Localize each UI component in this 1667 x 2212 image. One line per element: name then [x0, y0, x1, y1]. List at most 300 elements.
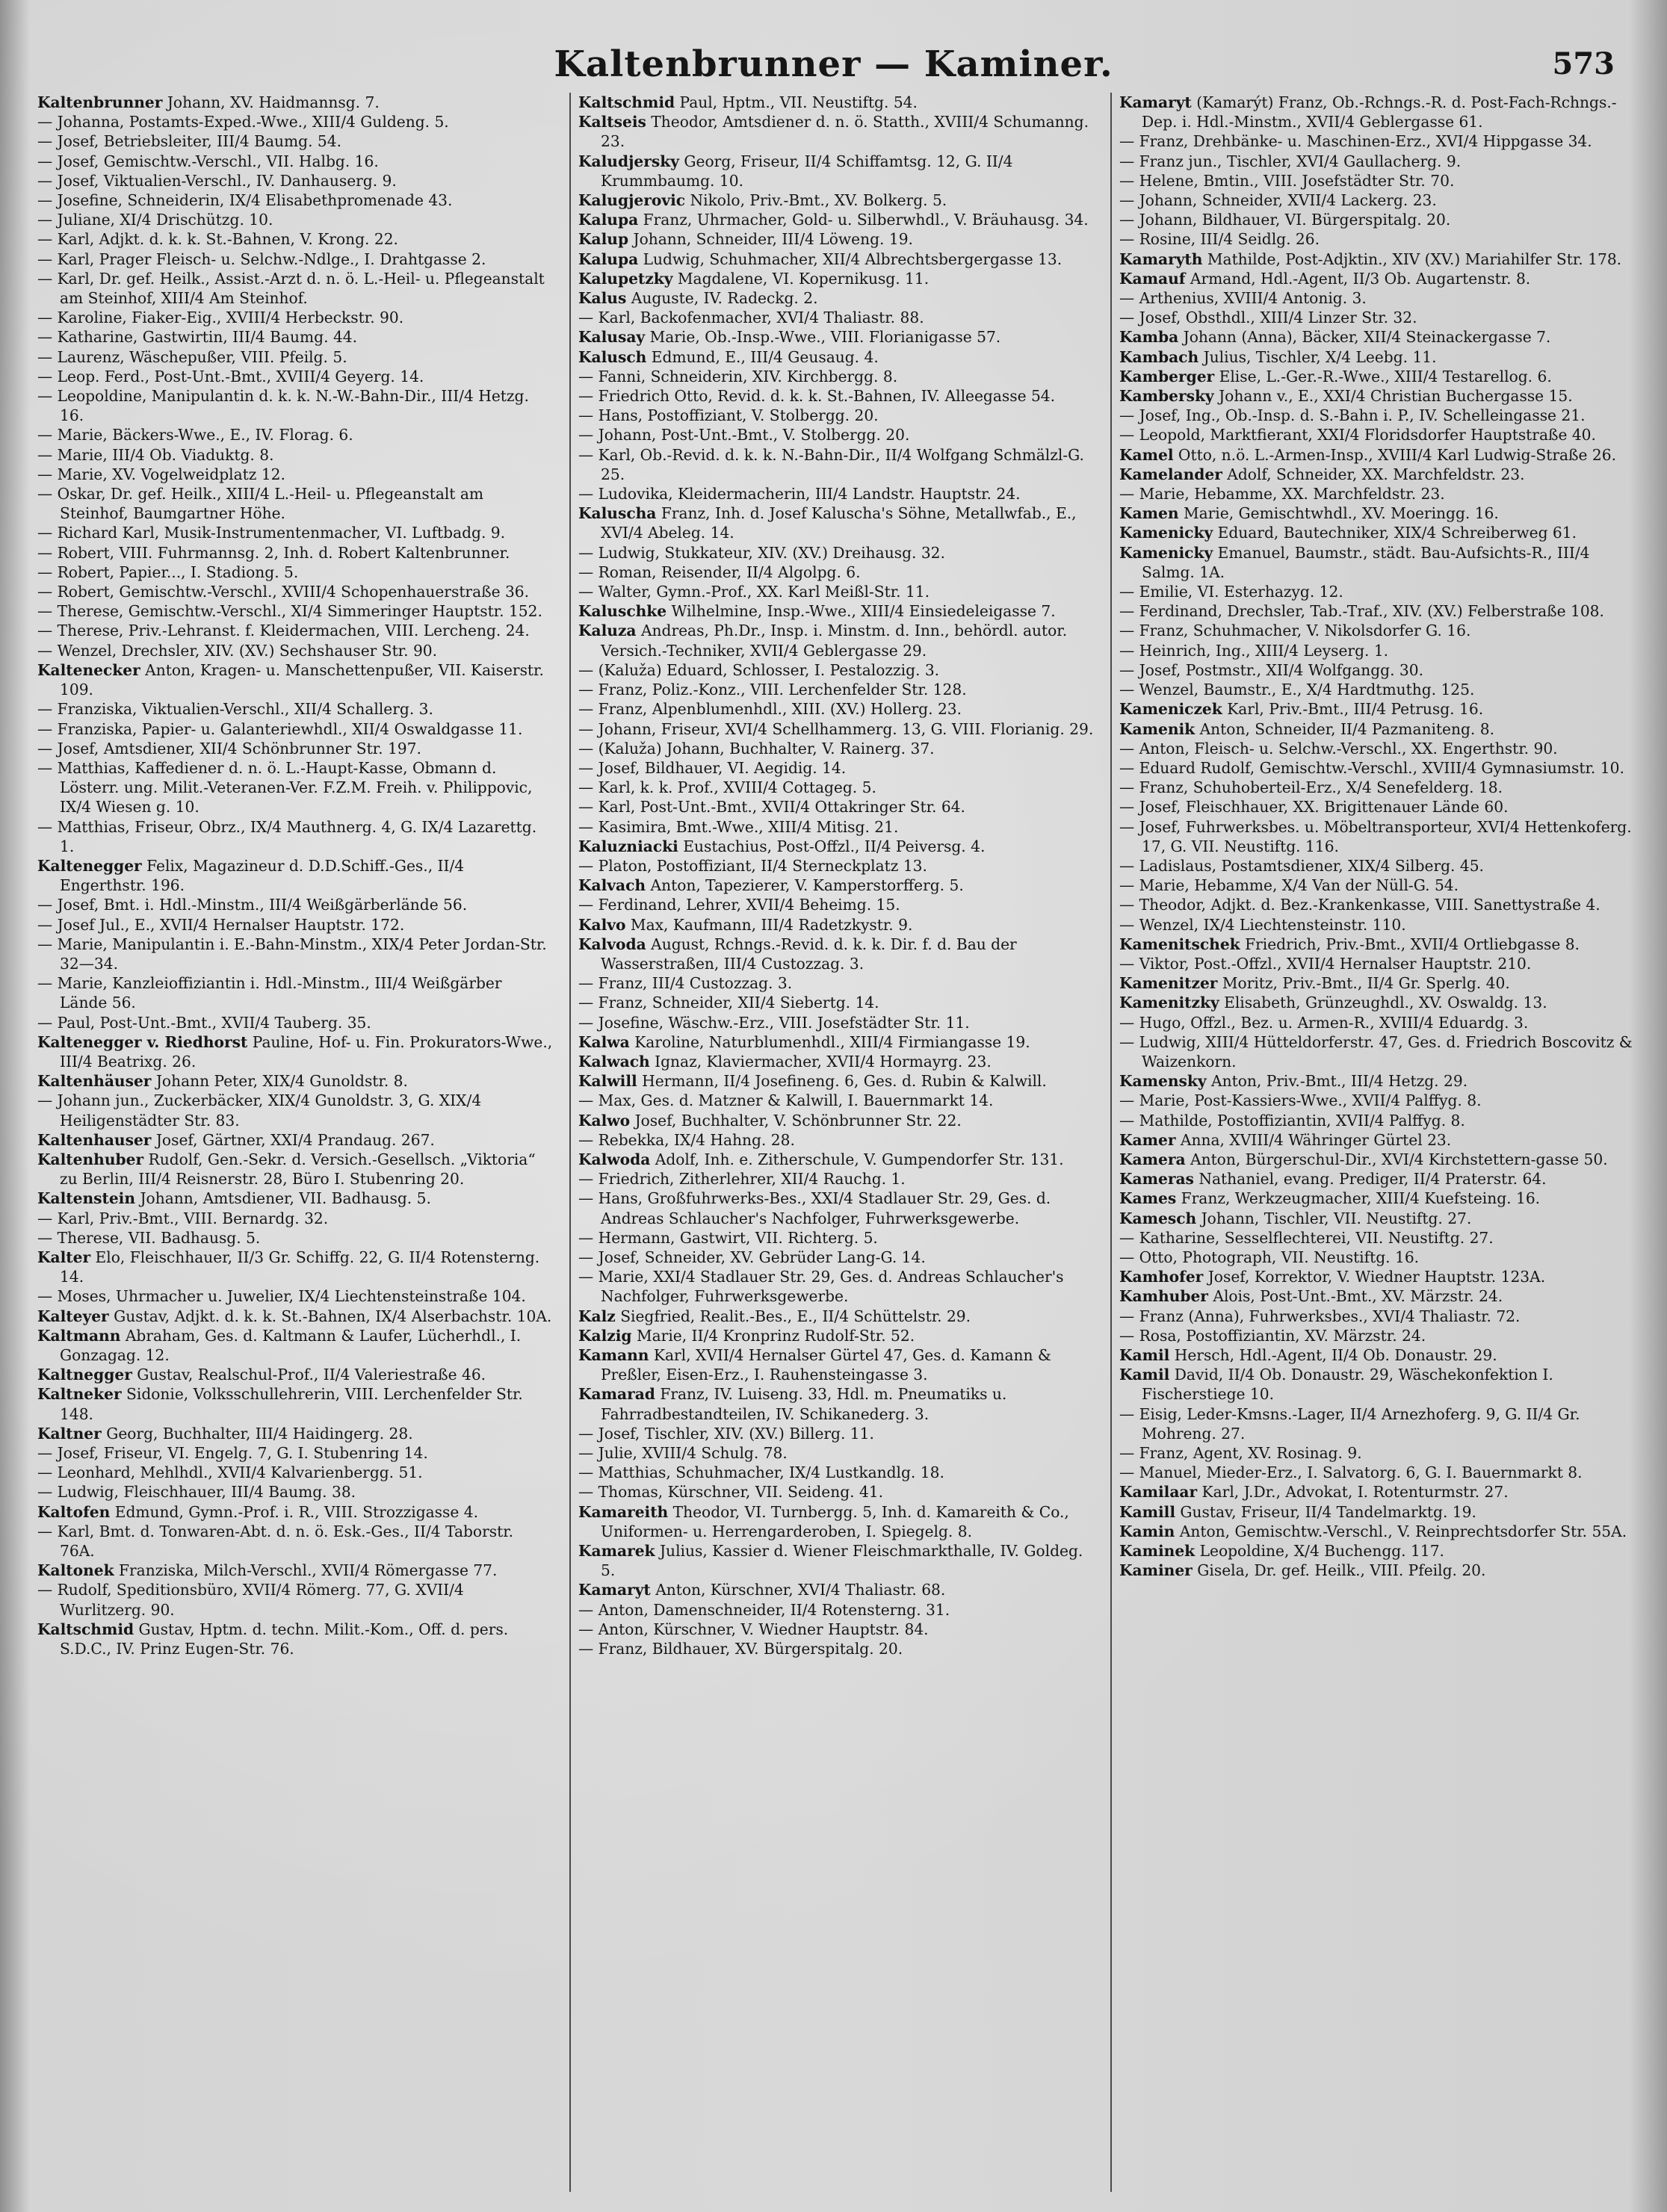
- entry-details: Theodor, Amtsdiener d. n. ö. Statth., XVIII/4 Schumanng. 23.: [601, 113, 1089, 151]
- directory-entry: [37, 523, 553, 542]
- entry-details: Felix, Magazineur d. D.D.Schiff.-Ges., II/4 Engerthstr. 196.: [60, 856, 465, 895]
- directory-entry: [37, 1189, 553, 1208]
- directory-entry: [1119, 210, 1635, 229]
- directory-entry: [37, 699, 553, 719]
- entry-details: — Karl, Prager Fleisch- u. Selchw.-Ndlge., I. Drahtgasse 2.: [37, 250, 486, 268]
- directory-entry: [37, 1248, 553, 1286]
- entry-details: Auguste, IV. Radeckg. 2.: [631, 289, 818, 308]
- entry-details: — Ladislaus, Postamtsdiener, XIX/4 Silberg. 45.: [1119, 856, 1484, 875]
- entry-details: Ignaz, Klaviermacher, XVII/4 Hormayrg. 23.: [655, 1052, 992, 1071]
- entry-details: Sidonie, Volksschullehrerin, VIII. Lerchenfelder Str. 148.: [60, 1385, 523, 1423]
- entry-details: Georg, Friseur, II/4 Schiffamtsg. 12, G. II/4 Krummbaumg. 10.: [601, 152, 1013, 190]
- directory-entry: [37, 719, 553, 739]
- entry-details: Anton, Kragen- u. Manschettenpußer, VII. Kaiserstr. 109.: [60, 660, 544, 699]
- entry-details: — Rebekka, IX/4 Hahng. 28.: [578, 1130, 795, 1149]
- directory-entry: [1119, 229, 1635, 249]
- entry-details: — Josef, Postmstr., XII/4 Wolfgangg. 30.: [1119, 660, 1424, 679]
- entry-details: — Eisig, Leder-Kmsns.-Lager, II/4 Arnezhoferg. 9, G. II/4 Gr. Mohreng. 27.: [1119, 1404, 1580, 1443]
- entry-details: — Therese, Priv.-Lehranst. f. Kleidermachen, VIII. Lercheng. 24.: [37, 622, 530, 640]
- directory-entry: [578, 1189, 1094, 1227]
- directory-entry: [1119, 269, 1635, 288]
- directory-entry: [578, 1091, 1094, 1110]
- page-header: [0, 39, 1667, 91]
- entry-details: — Richard Karl, Musik-Instrumentenmacher, VI. Luftbadg. 9.: [37, 524, 506, 542]
- directory-entry: [578, 327, 1094, 347]
- entry-surname: Kalugjerovic: [578, 191, 686, 210]
- entry-details: Elisabeth, Grünzeughdl., XV. Oswaldg. 13.: [1224, 994, 1547, 1012]
- entry-surname: Kaltneker: [37, 1385, 122, 1404]
- entry-details: Otto, n.ö. L.-Armen-Insp., XVIII/4 Karl Ludwig-Straße 26.: [1178, 445, 1616, 464]
- entry-details: Eustachius, Post-Offzl., II/4 Peiversg. 4.: [683, 837, 986, 855]
- entry-surname: Kamarek: [578, 1542, 655, 1561]
- directory-entry: [37, 1228, 553, 1248]
- entry-details: — Thomas, Kürschner, VII. Seideng. 41.: [578, 1483, 884, 1502]
- entry-details: — Rosa, Postoffiziantin, XV. Märzstr. 24.: [1119, 1326, 1426, 1345]
- directory-entry: [1119, 1326, 1635, 1345]
- entry-details: — Julie, XVIII/4 Schulg. 78.: [578, 1444, 788, 1463]
- directory-entry: [578, 699, 1094, 719]
- directory-entry: [578, 1267, 1094, 1306]
- entry-details: Anton, Tapezierer, V. Kamperstorfferg. 5.: [650, 876, 964, 895]
- entry-surname: Kamenik: [1119, 719, 1196, 738]
- directory-entry: [578, 229, 1094, 249]
- entry-details: — Franz, Drehbänke- u. Maschinen-Erz., XVI/4 Hippgasse 34.: [1119, 132, 1592, 151]
- entry-details: Karoline, Naturblumenhdl., XIII/4 Firmiangasse 19.: [634, 1032, 1030, 1051]
- entry-details: — Franz jun., Tischler, XVI/4 Gaullacherg. 9.: [1119, 152, 1462, 170]
- directory-entry: [37, 1150, 553, 1189]
- entry-details: Johann, Tischler, VII. Neustiftg. 27.: [1201, 1209, 1472, 1227]
- directory-entry: [1119, 621, 1635, 640]
- entry-details: Nathaniel, evang. Prediger, II/4 Praterstr. 64.: [1199, 1170, 1547, 1189]
- entry-surname: Kameniczek: [1119, 700, 1222, 719]
- entry-details: — Marie, Kanzleioffiziantin i. Hdl.-Minstm., III/4 Weißgärber Lände 56.: [37, 974, 502, 1012]
- directory-entry: [37, 1424, 553, 1443]
- entry-details: Magdalene, VI. Kopernikusg. 11.: [677, 269, 930, 288]
- directory-entry: [1119, 171, 1635, 190]
- entry-details: Franz, IV. Luiseng. 33, Hdl. m. Pneumatiks u. Fahrradbestandteilen, IV. Schikanederg. 3.: [601, 1385, 1007, 1423]
- entry-details: Franz, Inh. d. Josef Kaluscha's Söhne, Metallwfab., E., XVI/4 Abeleg. 14.: [601, 504, 1077, 542]
- entry-details: — Anton, Fleisch- u. Selchw.-Verschl., XX. Engerthstr. 90.: [1119, 739, 1558, 758]
- directory-entry: [1119, 504, 1635, 523]
- entry-details: Johann, Schneider, III/4 Löweng. 19.: [633, 230, 913, 249]
- column-2: [569, 93, 1094, 2192]
- entry-details: — Katharine, Gastwirtin, III/4 Baumg. 44.: [37, 328, 358, 347]
- directory-entry: [578, 660, 1094, 680]
- directory-entry: [1119, 1032, 1635, 1071]
- directory-entry: [37, 1620, 553, 1658]
- directory-entry: [37, 327, 553, 347]
- directory-entry: [1119, 543, 1635, 582]
- entry-surname: Kamen: [1119, 504, 1179, 523]
- directory-entry: [1119, 484, 1635, 504]
- directory-entry: [578, 797, 1094, 817]
- directory-entry: [1119, 973, 1635, 993]
- directory-entry: [578, 973, 1094, 993]
- entry-details: — Max, Ges. d. Matzner & Kalwill, I. Bauernmarkt 14.: [578, 1091, 994, 1110]
- directory-entry: [37, 1365, 553, 1384]
- entry-details: — Ferdinand, Lehrer, XVII/4 Beheimg. 15.: [578, 896, 900, 914]
- entry-details: — Leonhard, Mehlhdl., XVII/4 Kalvarienbergg. 51.: [37, 1463, 423, 1482]
- entry-details: — Johann, Post-Unt.-Bmt., V. Stolbergg. 20.: [578, 426, 910, 444]
- directory-entry: [37, 1091, 553, 1130]
- entry-details: Adolf, Schneider, XX. Marchfeldstr. 23.: [1227, 465, 1525, 483]
- entry-details: — Franz, Bildhauer, XV. Bürgerspitalg. 20.: [578, 1640, 903, 1658]
- entry-surname: Kamensky: [1119, 1072, 1207, 1091]
- entry-surname: Kamill: [1119, 1502, 1175, 1521]
- directory-entry: [1119, 1286, 1635, 1306]
- entry-details: Georg, Buchhalter, III/4 Haidingerg. 28.: [106, 1424, 413, 1443]
- entry-surname: Kaminer: [1119, 1561, 1193, 1580]
- entry-details: — Leop. Ferd., Post-Unt.-Bmt., XVIII/4 Geyerg. 14.: [37, 367, 424, 385]
- entry-details: — Matthias, Kaffediener d. n. ö. L.-Haupt-Kasse, Obmann d. Lösterr. ung. Milit.-Veteranen-Ver. F.Z.M. Freih. v. Philippovic, IX/4 Wiesen g. 10.: [37, 758, 533, 817]
- directory-entry: [1119, 425, 1635, 444]
- entry-details: Karl, Priv.-Bmt., III/4 Petrusg. 16.: [1227, 700, 1484, 719]
- directory-entry: [1119, 523, 1635, 542]
- entry-details: Johann Peter, XIX/4 Gunoldstr. 8.: [155, 1072, 408, 1091]
- entry-details: — Josef, Schneider, XV. Gebrüder Lang-G. 14.: [578, 1248, 926, 1266]
- entry-surname: Kamaryt: [578, 1581, 651, 1599]
- entry-surname: Kames: [1119, 1189, 1177, 1208]
- entry-details: — Platon, Postoffiziant, II/4 Sterneckplatz 13.: [578, 856, 927, 875]
- directory-entry: [1119, 367, 1635, 386]
- entry-details: Elo, Fleischhauer, II/3 Gr. Schiffg. 22, G. II/4 Rotensterng. 14.: [60, 1248, 540, 1286]
- entry-details: Elise, L.-Ger.-R.-Wwe., XIII/4 Testarellog. 6.: [1219, 367, 1552, 385]
- entry-surname: Kaluza: [578, 622, 637, 640]
- directory-entry: [37, 210, 553, 229]
- entry-surname: Kamareith: [578, 1502, 669, 1521]
- directory-entry: [37, 1384, 553, 1423]
- entry-surname: Kalwoda: [578, 1150, 651, 1168]
- entry-details: — Moses, Uhrmacher u. Juwelier, IX/4 Liechtensteinstraße 104.: [37, 1287, 526, 1306]
- entry-details: — Karl, Dr. gef. Heilk., Assist.-Arzt d. n. ö. L.-Heil- u. Pflegeanstalt am Steinhof, XIII/4 Am Steinhof.: [37, 269, 545, 308]
- directory-entry: [578, 1424, 1094, 1443]
- entry-details: — (Kaluža) Johann, Buchhalter, V. Rainerg. 37.: [578, 739, 935, 758]
- entry-surname: Kalwo: [578, 1111, 631, 1130]
- directory-entry: [578, 935, 1094, 973]
- entry-details: — Josef, Friseur, VI. Engelg. 7, G. I. Stubenring 14.: [37, 1444, 428, 1463]
- entry-details: Anton, Bürgerschul-Dir., XVI/4 Kirchstettern-gasse 50.: [1190, 1150, 1608, 1168]
- directory-entry: [578, 582, 1094, 601]
- directory-entry: [37, 425, 553, 444]
- entry-details: — Matthias, Friseur, Obrz., IX/4 Mauthnerg. 4, G. IX/4 Lazarettg. 1.: [37, 817, 537, 855]
- entry-surname: Kalteyer: [37, 1307, 109, 1325]
- entry-surname: Kaminek: [1119, 1542, 1196, 1561]
- column-1: [37, 93, 553, 2192]
- entry-details: Gisela, Dr. gef. Heilk., VIII. Pfeilg. 20.: [1197, 1561, 1486, 1580]
- directory-entry: [1119, 250, 1635, 269]
- entry-details: (Kamarýt) Franz, Ob.-Rchngs.-R. d. Post-Fach-Rchngs.-Dep. i. Hdl.-Minstm., XVII/4 Geblergasse 61.: [1142, 93, 1617, 131]
- directory-entry: [1119, 1209, 1635, 1228]
- directory-entry: [578, 1502, 1094, 1541]
- entry-details: — Karl, Ob.-Revid. d. k. k. N.-Bahn-Dir., II/4 Wolfgang Schmälzl-G. 25.: [578, 445, 1084, 483]
- directory-entry: [37, 269, 553, 308]
- entry-surname: Kamaryth: [1119, 250, 1203, 268]
- directory-entry: [1119, 131, 1635, 151]
- entry-surname: Kaltmann: [37, 1326, 121, 1345]
- entry-details: — Josef, Ing., Ob.-Insp. d. S.-Bahn i. P., IV. Schelleingasse 21.: [1119, 406, 1586, 425]
- entry-details: — Emilie, VI. Esterhazyg. 12.: [1119, 583, 1343, 601]
- directory-entry: [1119, 1228, 1635, 1248]
- entry-details: — Ferdinand, Drechsler, Tab.-Traf., XIV. (XV.) Felberstraße 108.: [1119, 602, 1604, 621]
- entry-details: — Mathilde, Postoffiziantin, XVII/4 Palffyg. 8.: [1119, 1111, 1465, 1130]
- page-number: 573: [1552, 46, 1615, 81]
- directory-entry: [37, 347, 553, 367]
- entry-details: — Friedrich Otto, Revid. d. k. k. St.-Bahnen, IV. Alleegasse 54.: [578, 387, 1056, 406]
- entry-surname: Kamenitzky: [1119, 994, 1219, 1012]
- directory-entry: [578, 288, 1094, 308]
- entry-surname: Kaltnegger: [37, 1366, 132, 1384]
- directory-entry: [1119, 1463, 1635, 1482]
- directory-entry: [1119, 308, 1635, 327]
- directory-entry: [1119, 797, 1635, 817]
- entry-details: Hermann, II/4 Josefineng. 6, Ges. d. Rubin & Kalwill.: [642, 1072, 1047, 1091]
- entry-details: Franz, Uhrmacher, Gold- u. Silberwhdl., V. Bräuhausg. 34.: [643, 211, 1089, 229]
- entry-surname: Kambersky: [1119, 387, 1214, 406]
- entry-details: August, Rchngs.-Revid. d. k. k. Dir. f. d. Bau der Wasserstraßen, III/4 Custozzag. 3.: [601, 935, 1017, 973]
- entry-details: — Marie, Manipulantin i. E.-Bahn-Minstm., XIX/4 Peter Jordan-Str. 32—34.: [37, 935, 547, 973]
- directory-entry: [578, 876, 1094, 895]
- entry-surname: Kaluzniacki: [578, 837, 678, 855]
- entry-details: — Marie, Hebamme, XX. Marchfeldstr. 23.: [1119, 485, 1445, 504]
- directory-entry: [578, 993, 1094, 1012]
- entry-details: — Arthenius, XVIII/4 Antonig. 3.: [1119, 289, 1367, 308]
- entry-details: — Franziska, Viktualien-Verschl., XII/4 Schallerg. 3.: [37, 700, 433, 719]
- entry-details: — Karl, Backofenmacher, XVI/4 Thaliastr. 88.: [578, 309, 924, 327]
- entry-details: — Johanna, Postamts-Exped.-Wwe., XIII/4 Guldeng. 5.: [37, 113, 449, 131]
- directory-entry: [578, 406, 1094, 425]
- directory-entry: [578, 1620, 1094, 1639]
- entry-details: — Marie, Post-Kassiers-Wwe., XVII/4 Palffyg. 8.: [1119, 1091, 1482, 1110]
- directory-entry: [37, 1482, 553, 1502]
- entry-details: — Robert, Papier..., I. Stadiong. 5.: [37, 563, 299, 581]
- directory-entry: [37, 817, 553, 856]
- entry-details: Karl, J.Dr., Advokat, I. Rotenturmstr. 27.: [1201, 1483, 1509, 1502]
- entry-details: — (Kaluža) Eduard, Schlosser, I. Pestalozzig. 3.: [578, 660, 940, 679]
- directory-entry: [37, 386, 553, 425]
- directory-entry: [1119, 1150, 1635, 1169]
- directory-entry: [578, 308, 1094, 327]
- entry-details: — Therese, Gemischtw.-Verschl., XI/4 Simmeringer Hauptstr. 152.: [37, 602, 542, 621]
- directory-entry: [37, 484, 553, 523]
- directory-entry: [37, 1209, 553, 1228]
- directory-entry: [1119, 1307, 1635, 1326]
- entry-details: — Wenzel, Baumstr., E., X/4 Hardtmuthg. 125.: [1119, 681, 1475, 699]
- entry-details: — Josef, Fuhrwerksbes. u. Möbeltransporteur, XVI/4 Hettenkoferg. 17, G. VII. Neustiftg. 116.: [1119, 817, 1632, 855]
- directory-entry: [578, 1111, 1094, 1130]
- entry-surname: Kamesch: [1119, 1209, 1197, 1227]
- entry-surname: Kalvo: [578, 915, 626, 934]
- directory-entry: [37, 935, 553, 973]
- directory-entry: [578, 758, 1094, 778]
- entry-details: Friedrich, Priv.-Bmt., XVII/4 Ortliebgasse 8.: [1245, 935, 1580, 953]
- entry-surname: Kalz: [578, 1307, 616, 1325]
- entry-details: — Josef, Bildhauer, VI. Aegidig. 14.: [578, 758, 847, 777]
- directory-entry: [37, 1286, 553, 1306]
- directory-entry: [37, 563, 553, 582]
- entry-surname: Kaltonek: [37, 1561, 114, 1580]
- entry-surname: Kaludjersky: [578, 152, 679, 170]
- directory-entry: [1119, 660, 1635, 680]
- entry-details: Karl, XVII/4 Hernalser Gürtel 47, Ges. d. Kamann & Preßler, Eisen-Erz., I. Rauhensteingasse 3.: [601, 1346, 1051, 1384]
- entry-surname: Kaluscha: [578, 504, 657, 523]
- directory-entry: [37, 758, 553, 817]
- directory-entry: [578, 621, 1094, 660]
- entry-surname: Kalvach: [578, 876, 646, 895]
- entry-details: Eduard, Bautechniker, XIX/4 Schreiberweg 61.: [1217, 524, 1577, 542]
- directory-entry: [1119, 1404, 1635, 1443]
- directory-entry: [1119, 1561, 1635, 1580]
- entry-details: — Karl, k. k. Prof., XVIII/4 Cottageg. 5.: [578, 778, 876, 797]
- entry-details: Marie, II/4 Kronprinz Rudolf-Str. 52.: [636, 1326, 915, 1345]
- directory-entry: [1119, 327, 1635, 347]
- entry-details: — Ludovika, Kleidermacherin, III/4 Landstr. Hauptstr. 24.: [578, 485, 1021, 504]
- entry-details: — Juliane, XI/4 Drischützg. 10.: [37, 211, 273, 229]
- directory-entry: [37, 739, 553, 758]
- entry-details: Edmund, E., III/4 Geusaug. 4.: [651, 347, 879, 366]
- entry-details: Anton, Schneider, II/4 Pazmaniteng. 8.: [1199, 719, 1495, 738]
- directory-entry: [37, 445, 553, 465]
- directory-entry: [37, 1522, 553, 1561]
- entry-surname: Kamelander: [1119, 465, 1222, 483]
- entry-details: Julius, Tischler, X/4 Leebg. 11.: [1203, 347, 1437, 366]
- entry-details: — Josef, Betriebsleiter, III/4 Baumg. 54.: [37, 132, 342, 151]
- entry-details: — Heinrich, Ing., XIII/4 Leyserg. 1.: [1119, 641, 1389, 660]
- directory-entry: [578, 1580, 1094, 1599]
- entry-details: — Marie, XXI/4 Stadlauer Str. 29, Ges. d. Andreas Schlaucher's Nachfolger, Fuhrwerksgewerbe.: [578, 1268, 1064, 1306]
- entry-surname: Kamenitschek: [1119, 935, 1240, 953]
- entry-details: Johann v., E., XXI/4 Christian Buchergasse 15.: [1219, 387, 1573, 406]
- directory-entry: [37, 1561, 553, 1580]
- directory-entry: [37, 308, 553, 327]
- entry-details: — Josefine, Schneiderin, IX/4 Elisabethpromenade 43.: [37, 191, 453, 210]
- directory-entry: [578, 347, 1094, 367]
- entry-surname: Kaltenhäuser: [37, 1072, 152, 1091]
- directory-entry: [1119, 719, 1635, 739]
- entry-details: David, II/4 Ob. Donaustr. 29, Wäschekonfektion I. Fischerstiege 10.: [1142, 1366, 1553, 1404]
- directory-entry: [578, 739, 1094, 758]
- entry-details: — Marie, Hebamme, X/4 Van der Nüll-G. 54.: [1119, 876, 1459, 895]
- entry-details: Josef, Buchhalter, V. Schönbrunner Str. 22.: [634, 1111, 962, 1130]
- directory-entry: [1119, 758, 1635, 778]
- entry-surname: Kaltenbrunner: [37, 93, 163, 111]
- entry-surname: Kaltschmid: [578, 93, 675, 111]
- directory-entry: [578, 269, 1094, 288]
- directory-entry: [578, 386, 1094, 406]
- entry-details: — Franz, Poliz.-Konz., VIII. Lerchenfelder Str. 128.: [578, 681, 967, 699]
- entry-details: Nikolo, Priv.-Bmt., XV. Bolkerg. 5.: [690, 191, 947, 210]
- entry-details: Abraham, Ges. d. Kaltmann & Laufer, Lücherhdl., I. Gonzagag. 12.: [60, 1326, 522, 1364]
- entry-details: — Franziska, Papier- u. Galanteriewhdl., XII/4 Oswaldgasse 11.: [37, 719, 523, 738]
- directory-entry: [578, 1248, 1094, 1267]
- directory-entry: [1119, 1267, 1635, 1286]
- directory-entry: [1119, 1130, 1635, 1150]
- entry-surname: Kalzig: [578, 1326, 632, 1345]
- directory-entry: [1119, 601, 1635, 621]
- entry-details: — Roman, Reisender, II/4 Algolpg. 6.: [578, 563, 861, 581]
- directory-entry: [1119, 993, 1635, 1012]
- entry-surname: Kamera: [1119, 1150, 1186, 1168]
- entry-details: Josef, Gärtner, XXI/4 Prandaug. 267.: [155, 1130, 435, 1149]
- entry-surname: Kamel: [1119, 445, 1174, 464]
- entry-surname: Kamba: [1119, 328, 1179, 347]
- entry-details: — Oskar, Dr. gef. Heilk., XIII/4 L.-Heil- u. Pflegeanstalt am Steinhof, Baumgartner Höhe.: [37, 485, 484, 523]
- entry-surname: Kamaryt: [1119, 93, 1192, 111]
- directory-entry: [1119, 856, 1635, 876]
- entry-details: — Josef, Obsthdl., XIII/4 Linzer Str. 32.: [1119, 309, 1417, 327]
- directory-entry: [1119, 876, 1635, 895]
- directory-entry: [37, 131, 553, 151]
- entry-details: — Marie, Bäckers-Wwe., E., IV. Florag. 6.: [37, 426, 353, 444]
- directory-entry: [37, 465, 553, 484]
- directory-entry: [37, 1502, 553, 1522]
- directory-entry: [37, 1032, 553, 1071]
- entry-details: — Wenzel, Drechsler, XIV. (XV.) Sechshauser Str. 90.: [37, 641, 438, 660]
- directory-entry: [1119, 1482, 1635, 1502]
- directory-entry: [37, 1463, 553, 1482]
- entry-details: Johann (Anna), Bäcker, XII/4 Steinackergasse 7.: [1183, 328, 1551, 347]
- entry-details: — Ludwig, Stukkateur, XIV. (XV.) Dreihausg. 32.: [578, 543, 945, 562]
- directory-entry: [37, 582, 553, 601]
- entry-details: — Johann, Friseur, XVI/4 Schellhammerg. 13, G. VIII. Florianig. 29.: [578, 719, 1094, 738]
- directory-entry: [1119, 1345, 1635, 1365]
- entry-details: — Ludwig, XIII/4 Hütteldorferstr. 47, Ges. d. Friedrich Boscovitz & Waizenkorn.: [1119, 1032, 1633, 1071]
- directory-entry: [578, 250, 1094, 269]
- entry-details: — Franz (Anna), Fuhrwerksbes., XVI/4 Thaliastr. 72.: [1119, 1307, 1521, 1325]
- entry-surname: Kalus: [578, 289, 627, 308]
- directory-entry: [578, 1228, 1094, 1248]
- entry-details: — Karoline, Fiaker-Eig., XVIII/4 Herbeckstr. 90.: [37, 309, 404, 327]
- entry-details: Gustav, Adjkt. d. k. k. St.-Bahnen, IX/4 Alserbachstr. 10A.: [114, 1307, 552, 1325]
- directory-entry: [1119, 1541, 1635, 1561]
- directory-entry: [37, 1307, 553, 1326]
- entry-details: Ludwig, Schuhmacher, XII/4 Albrechtsbergergasse 13.: [643, 250, 1063, 268]
- entry-details: — Walter, Gymn.-Prof., XX. Karl Meißl-Str. 11.: [578, 583, 930, 601]
- entry-surname: Kalusch: [578, 347, 647, 366]
- directory-entry: [578, 1463, 1094, 1482]
- entry-details: — Franz, III/4 Custozzag. 3.: [578, 974, 793, 993]
- directory-entry: [1119, 465, 1635, 484]
- directory-entry: [1119, 288, 1635, 308]
- entry-details: Marie, Ob.-Insp.-Wwe., VIII. Florianigasse 57.: [649, 328, 1001, 347]
- entry-surname: Kamberger: [1119, 367, 1215, 385]
- entry-details: Anna, XVIII/4 Währinger Gürtel 23.: [1180, 1130, 1452, 1149]
- directory-entry: [37, 601, 553, 621]
- entry-details: — Katharine, Sesselflechterei, VII. Neustiftg. 27.: [1119, 1228, 1494, 1247]
- entry-surname: Kamarad: [578, 1385, 655, 1404]
- entry-surname: Kaltschmid: [37, 1620, 134, 1638]
- directory-entry: [1119, 915, 1635, 935]
- entry-details: Andreas, Ph.Dr., Insp. i. Minstm. d. Inn., behördl. autor. Versich.-Techniker, XVII/4 Geblergasse 29.: [601, 622, 1068, 660]
- column-3: [1110, 93, 1635, 2192]
- entry-details: Anton, Gemischtw.-Verschl., V. Reinprechtsdorfer Str. 55A.: [1179, 1522, 1627, 1540]
- entry-details: Franziska, Milch-Verschl., XVII/4 Römergasse 77.: [119, 1561, 498, 1580]
- entry-details: — Leopoldine, Manipulantin d. k. k. N.-W.-Bahn-Dir., III/4 Hetzg. 16.: [37, 387, 529, 425]
- entry-details: — Robert, Gemischtw.-Verschl., XVIII/4 Schopenhauerstraße 36.: [37, 583, 530, 601]
- directory-entry: [578, 445, 1094, 484]
- directory-entry: [1119, 739, 1635, 758]
- directory-entry: [578, 1443, 1094, 1463]
- entry-surname: Kaltofen: [37, 1502, 111, 1521]
- entry-details: — Josef, Bmt. i. Hdl.-Minstm., III/4 Weißgärberlände 56.: [37, 896, 468, 914]
- entry-details: Alois, Post-Unt.-Bmt., XV. Märzstr. 24.: [1213, 1287, 1503, 1306]
- entry-details: Hersch, Hdl.-Agent, II/4 Ob. Donaustr. 29.: [1174, 1346, 1497, 1364]
- directory-entry: [1119, 1365, 1635, 1404]
- directory-entry: [37, 1071, 553, 1091]
- directory-entry: [578, 1384, 1094, 1423]
- directory-entry: [578, 112, 1094, 151]
- directory-entry: [37, 543, 553, 563]
- directory-entry: [578, 93, 1094, 112]
